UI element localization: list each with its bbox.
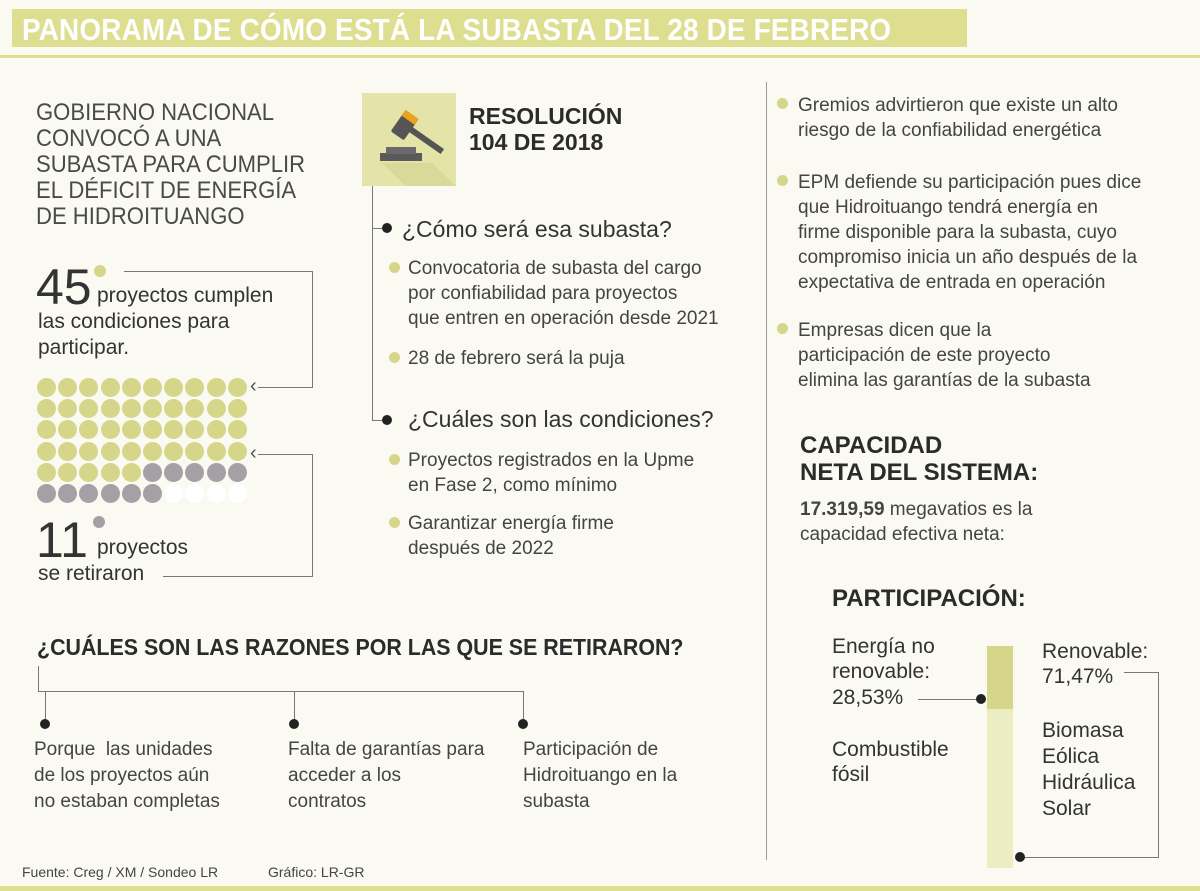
arrow-11-top [258,454,312,455]
q2-item2-l1: Garantizar energía firme [408,513,614,534]
reason1-l3: no estaban completas [34,791,220,812]
capacity-value: 17.319,59 [800,499,885,520]
right-bullet3-icon [777,323,788,334]
stat-11-number: 11 [36,512,88,568]
dot-qualified [122,378,141,397]
reason2-bullet-icon [289,719,299,729]
dot-empty [185,484,204,503]
q1-bullet-icon [382,223,392,233]
dot-qualified [37,378,56,397]
dot-qualified [207,378,226,397]
dot-qualified [122,399,141,418]
right-bullet1-l2: riesgo de la confiabilidad energética [798,120,1102,141]
q2-item1-l1: Proyectos registrados en la Upme [408,450,695,471]
dot-qualified [185,420,204,439]
stat-11-marker-icon [93,516,105,528]
arrow-45-top [124,271,312,272]
stat-45-line2: las condiciones para [38,310,230,333]
q2-item1-bullet-icon [389,454,400,465]
right-bullet1-icon [777,98,788,109]
dot-qualified [122,463,141,482]
reason2-l3: contratos [288,791,367,812]
q2-bullet-icon [382,415,392,425]
dot-qualified [79,420,98,439]
arrow-11-bottom [163,576,313,577]
arrow-left-icon: ‹ [250,375,257,397]
dot-qualified [143,420,162,439]
dot-empty [207,484,226,503]
dot-qualified [79,399,98,418]
capacity-text2: capacidad efectiva neta: [800,524,1005,545]
q-connector-line [372,186,373,420]
reason1-l2: de los proyectos aún [34,765,210,786]
right-bullet3-l2: participación de este proyecto [798,345,1051,366]
dot-qualified [101,378,120,397]
stat-11-line2: se retiraron [38,562,145,585]
nonrenewable-l1: Energía no [832,635,935,658]
dot-qualified [101,420,120,439]
dot-qualified [185,442,204,461]
reasons-bracket-left [38,666,39,692]
reasons-bracket-horizontal [38,691,524,692]
dot-qualified [164,442,183,461]
project-dot-grid [37,378,247,490]
reason3-l1: Participación de [523,739,659,760]
dot-empty [164,484,183,503]
q1-item1-l1: Convocatoria de subasta del cargo [408,258,702,279]
dot-qualified [122,420,141,439]
stat-11-line1: proyectos [97,536,189,559]
stat-45-number: 45 [36,259,92,315]
q1-item1-l2: por confiabilidad para proyectos [408,283,678,304]
dot-qualified [37,463,56,482]
footer-source: Fuente: Creg / XM / Sondeo LR [22,864,219,880]
reason3-l3: subasta [523,791,590,812]
dot-qualified [164,420,183,439]
dot-qualified [228,399,247,418]
right-bullet2-l4: compromiso inicia un año después de la [798,247,1138,268]
title-divider [0,55,1200,58]
q1-question: ¿Cómo será esa subasta? [402,216,672,242]
participation-bar-nonrenewable [987,646,1013,709]
participation-heading: PARTICIPACIÓN: [832,585,1026,612]
dot-qualified [58,463,77,482]
participation-bar [987,646,1013,868]
capacity-heading-line1: CAPACIDAD [800,432,943,459]
nonrenewable-l2: renovable: [832,660,931,683]
q1-item1-l3: que entren en operación desde 2021 [408,308,719,329]
capacity-heading-line2: NETA DEL SISTEMA: [800,459,1039,486]
arrow-11-vertical [312,454,313,577]
gavel-box [362,93,456,186]
resolution-line2: 104 DE 2018 [469,129,604,155]
dot-withdrawn [37,484,56,503]
dot-qualified [37,399,56,418]
resolution-line1: RESOLUCIÓN [469,103,623,129]
capacity-text1 [800,497,1032,522]
dot-qualified [164,399,183,418]
dot-qualified [207,420,226,439]
dot-qualified [101,399,120,418]
source-solar: Solar [1042,797,1092,820]
dot-withdrawn [122,484,141,503]
dot-withdrawn [79,484,98,503]
q1-item2-l1: 28 de febrero será la puja [408,348,625,369]
dot-qualified [207,442,226,461]
renewable-bracket-vertical [1158,672,1159,857]
dot-qualified [207,399,226,418]
dot-withdrawn [185,463,204,482]
source-hidraulica: Hidráulica [1042,771,1136,794]
bottom-divider [0,886,1200,891]
dot-qualified [228,378,247,397]
right-bullet2-l5: expectativa de entrada en operación [798,272,1106,293]
reason1-l1: Porque las unidades [34,739,213,760]
dot-qualified [164,378,183,397]
source-eolica: Eólica [1042,745,1100,768]
dot-qualified [79,463,98,482]
fossil-l1: Combustible [832,738,949,761]
reasons-heading: ¿CUÁLES SON LAS RAZONES POR LAS QUE SE RETIRARON? [37,634,684,660]
right-bullet2-l3: firme disponible para la subasta, cuyo [798,222,1117,243]
dot-qualified [122,442,141,461]
dot-qualified [79,442,98,461]
dot-qualified [58,420,77,439]
dot-qualified [79,378,98,397]
dot-empty [228,484,247,503]
arrow-left-icon: ‹ [250,442,257,464]
dot-qualified [58,399,77,418]
dot-withdrawn [101,484,120,503]
dot-qualified [37,442,56,461]
arrow-45-vertical [312,271,313,388]
dot-qualified [143,399,162,418]
nonrenewable-dot-icon [976,694,986,704]
right-bullet3-l3: elimina las garantías de la subasta [798,370,1091,391]
gavel-icon [362,93,456,186]
renewable-bracket-bottom [1020,857,1159,858]
renewable-value: 71,47% [1042,665,1114,688]
dot-withdrawn [143,463,162,482]
q2-item2-bullet-icon [389,517,400,528]
dot-qualified [58,378,77,397]
stat-45-marker-icon [94,265,106,277]
dot-withdrawn [143,484,162,503]
dot-qualified [143,442,162,461]
right-bullet2-l2: que Hidroituango tendrá energía en [798,197,1099,218]
q2-question: ¿Cuáles son las condiciones? [408,406,714,432]
right-bullet2-l1: EPM defiende su participación pues dice [798,172,1142,193]
dot-withdrawn [164,463,183,482]
right-bullet1-l1: Gremios advirtieron que existe un alto [798,95,1118,116]
stat-45-line3: participar. [38,336,130,359]
capacity-unit: megavatios es la [884,499,1033,520]
dot-withdrawn [228,463,247,482]
right-bullet2-icon [777,175,788,186]
dot-qualified [37,420,56,439]
reason1-bullet-icon [40,719,50,729]
column-divider [766,82,767,860]
dot-qualified [185,378,204,397]
q1-item1-bullet-icon [389,262,400,273]
q2-item2-l2: después de 2022 [408,538,554,559]
dot-qualified [143,378,162,397]
renewable-l1: Renovable: [1042,640,1149,663]
stat-11 [36,512,88,568]
dot-qualified [228,442,247,461]
dot-withdrawn [207,463,226,482]
dot-qualified [58,442,77,461]
reason2-l2: acceder a los [288,765,402,786]
page-title: PANORAMA DE CÓMO ESTÁ LA SUBASTA DEL 28 DE FEBRERO [22,12,892,47]
q2-item1-l2: en Fase 2, como mínimo [408,475,618,496]
renewable-dot-icon [1015,852,1025,862]
right-bullet3-l1: Empresas dicen que la [798,320,992,341]
stat-45-line1: proyectos cumplen [97,284,274,307]
dot-qualified [185,399,204,418]
arrow-45-bottom [258,387,312,388]
intro-text: GOBIERNO NACIONAL CONVOCÓ A UNA SUBASTA PARA CUMPLIR EL DÉFICIT DE ENERGÍA DE HIDROITUANGO [36,99,306,230]
dot-withdrawn [58,484,77,503]
dot-qualified [228,420,247,439]
dot-qualified [101,463,120,482]
footer-graphic: Gráfico: LR-GR [268,864,365,880]
reason3-l2: Hidroituango en la [523,765,678,786]
stat-45 [36,259,92,315]
q1-item2-bullet-icon [389,352,400,363]
source-biomasa: Biomasa [1042,719,1124,742]
nonrenewable-connector [918,699,978,700]
renewable-bracket-top [1124,672,1158,673]
nonrenewable-value: 28,53% [832,686,904,709]
reason3-bullet-icon [518,719,528,729]
fossil-l2: fósil [832,763,870,786]
dot-qualified [101,442,120,461]
reason2-l1: Falta de garantías para [288,739,485,760]
